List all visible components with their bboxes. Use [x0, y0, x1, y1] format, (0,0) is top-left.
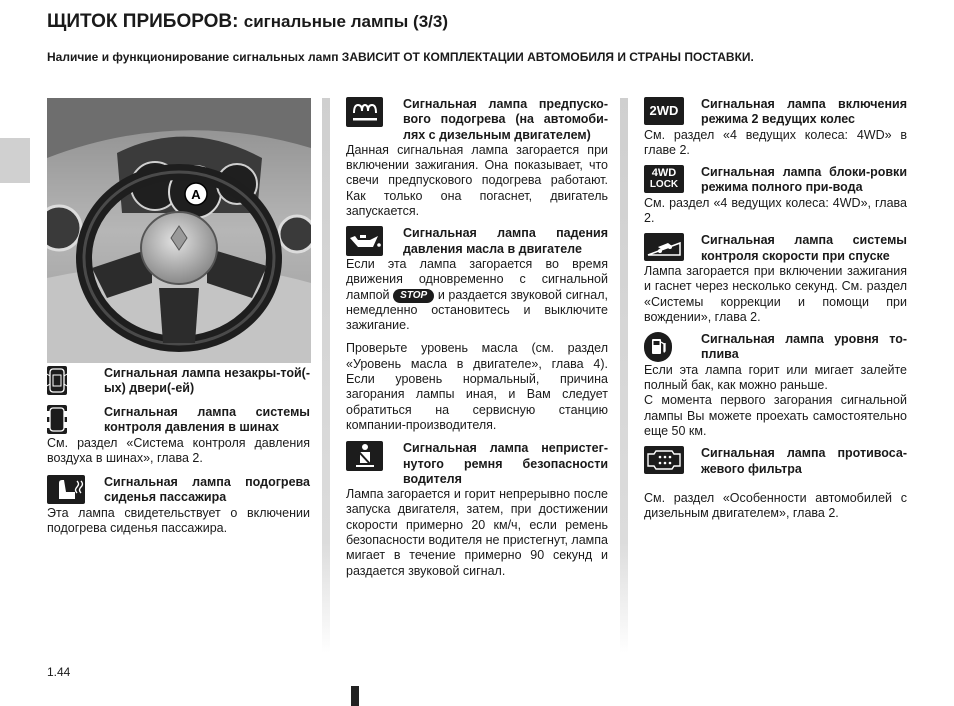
- warning-description: См. раздел «Система контроля давления воздуха в шинах», глава 2.: [47, 435, 310, 465]
- intro-text: Наличие и функционирование сигнальных ламп ЗАВИСИТ ОТ КОМПЛЕКТАЦИИ АВТОМОБИЛЯ И СТРАНЫ ПОСТАВКИ.: [47, 50, 754, 64]
- warning-description: Данная сигнальная лампа загорается при включении зажигания. Она показывает, что свечи предпускового подогрева работают. Как только она погаснет, двигатель запускается.: [346, 142, 608, 219]
- column-separator: [620, 98, 628, 653]
- warning-title: Сигнальная лампа блоки-ровки режима полного при-вода: [701, 165, 907, 195]
- door-open-icon: [47, 366, 67, 395]
- warning-title: Сигнальная лампа системы контроля давления в шинах: [104, 405, 310, 435]
- fuel-text-a: Если эта лампа горит или мигает залейте полный бак, как можно раньше.: [644, 362, 907, 393]
- warning-description: См. раздел «4 ведущих колеса: 4WD», глава 2.: [644, 195, 907, 226]
- page-number: 1.44: [47, 665, 71, 679]
- seat-heating-icon: [47, 475, 85, 504]
- warning-entry: [346, 441, 608, 579]
- photo-callout-a: A: [191, 187, 201, 202]
- warning-title: Сигнальная лампа системы контроля скорости при спуске: [701, 233, 907, 263]
- warning-title: Сигнальная лампа подогрева сиденья пассажира: [104, 475, 310, 505]
- warning-entry: [47, 366, 310, 402]
- stop-badge: STOP: [393, 289, 434, 303]
- 2wd-label: 2WD: [649, 103, 679, 119]
- warning-title: Сигнальная лампа включения режима 2 ведущих колес: [701, 97, 907, 127]
- page-title: [47, 11, 448, 33]
- warning-title: Сигнальная лампа непристег-нутого ремня безопасности водителя: [403, 441, 608, 486]
- column-3: [644, 97, 907, 521]
- warning-description: Лампа загорается при включении зажигания и гаснет через несколько секунд. См. раздел «Системы коррекции и помощи при вождении», глава 2.: [644, 263, 907, 324]
- oil-text-a: Если эта лампа загорается во время движения одновременно с сигнальной лампой: [346, 256, 608, 302]
- warning-title: Сигнальная лампа незакры-той(-ых) двери(-ей): [104, 366, 310, 396]
- column-1: [47, 366, 310, 536]
- warning-description: [346, 257, 608, 433]
- warning-title: Сигнальная лампа уровня то-плива: [701, 332, 907, 362]
- warning-entry: [644, 332, 907, 439]
- 4wd-label: 4WD: [651, 167, 677, 180]
- warning-entry: [644, 165, 907, 226]
- oil-text-b: и раздается звуковой сигнал, немедленно остановитесь и выключите зажигание.: [346, 287, 608, 333]
- tyre-pressure-icon: [47, 405, 67, 434]
- glow-plug-icon: [346, 97, 383, 127]
- fuel-level-icon: [644, 332, 672, 362]
- 4wd-lock-icon: [644, 165, 684, 193]
- title-main: ЩИТОК ПРИБОРОВ:: [47, 11, 239, 32]
- chapter-tab: [0, 138, 30, 183]
- hill-descent-icon: [644, 233, 684, 261]
- warning-entry: [644, 233, 907, 325]
- particle-filter-icon: [644, 446, 684, 474]
- warning-entry: [47, 475, 310, 536]
- title-sub: сигнальные лампы (3/3): [243, 12, 448, 31]
- warning-entry: [644, 97, 907, 158]
- warning-title: Сигнальная лампа противоса-жевого фильтра: [701, 446, 907, 476]
- seatbelt-icon: [346, 441, 383, 471]
- warning-entry: [346, 226, 608, 433]
- warning-title: Сигнальная лампа предпуско-вого подогрева (на автомоби-лях с дизельным двигателем): [403, 97, 608, 142]
- warning-description: Эта лампа свидетельствует о включении подогрева сиденья пассажира.: [47, 505, 310, 536]
- oil-pressure-icon: [346, 226, 383, 256]
- column-2: [346, 97, 608, 579]
- warning-description: [644, 363, 907, 439]
- 2wd-icon: [644, 97, 684, 125]
- warning-title: Сигнальная лампа падения давления масла в двигателе: [403, 226, 608, 256]
- page-marker: [351, 686, 359, 706]
- fuel-text-b: С момента первого загорания сигнальной лампы Вы можете проехать самостоятельно еще 50 км.: [644, 393, 907, 438]
- warning-entry: [644, 446, 907, 521]
- oil-text-c: Проверьте уровень масла (см. раздел «Уровень масла в двигателе», глава 4). Если уровень нормальный, причина загорания лампы иная, и Вам следует обратиться на сервисную станцию компании-производителя.: [346, 341, 608, 432]
- dashboard-photo: [47, 98, 311, 363]
- warning-description: Лампа загорается и горит непрерывно после запуска двигателя, затем, при достижении скорости примерно 20 км/ч, если ремень безопасности водителя не пристегнут, лампа мигает в течение примерно 90 секунд и раздается звуковой сигнал.: [346, 487, 608, 578]
- warning-description: См. раздел «4 ведущих колеса: 4WD» в главе 2.: [644, 127, 907, 157]
- lock-label: LOCK: [649, 179, 679, 191]
- warning-entry: [47, 405, 310, 466]
- warning-description: См. раздел «Особенности автомобилей с дизельным двигателем», глава 2.: [644, 490, 907, 521]
- column-separator: [322, 98, 330, 653]
- warning-entry: [346, 97, 608, 219]
